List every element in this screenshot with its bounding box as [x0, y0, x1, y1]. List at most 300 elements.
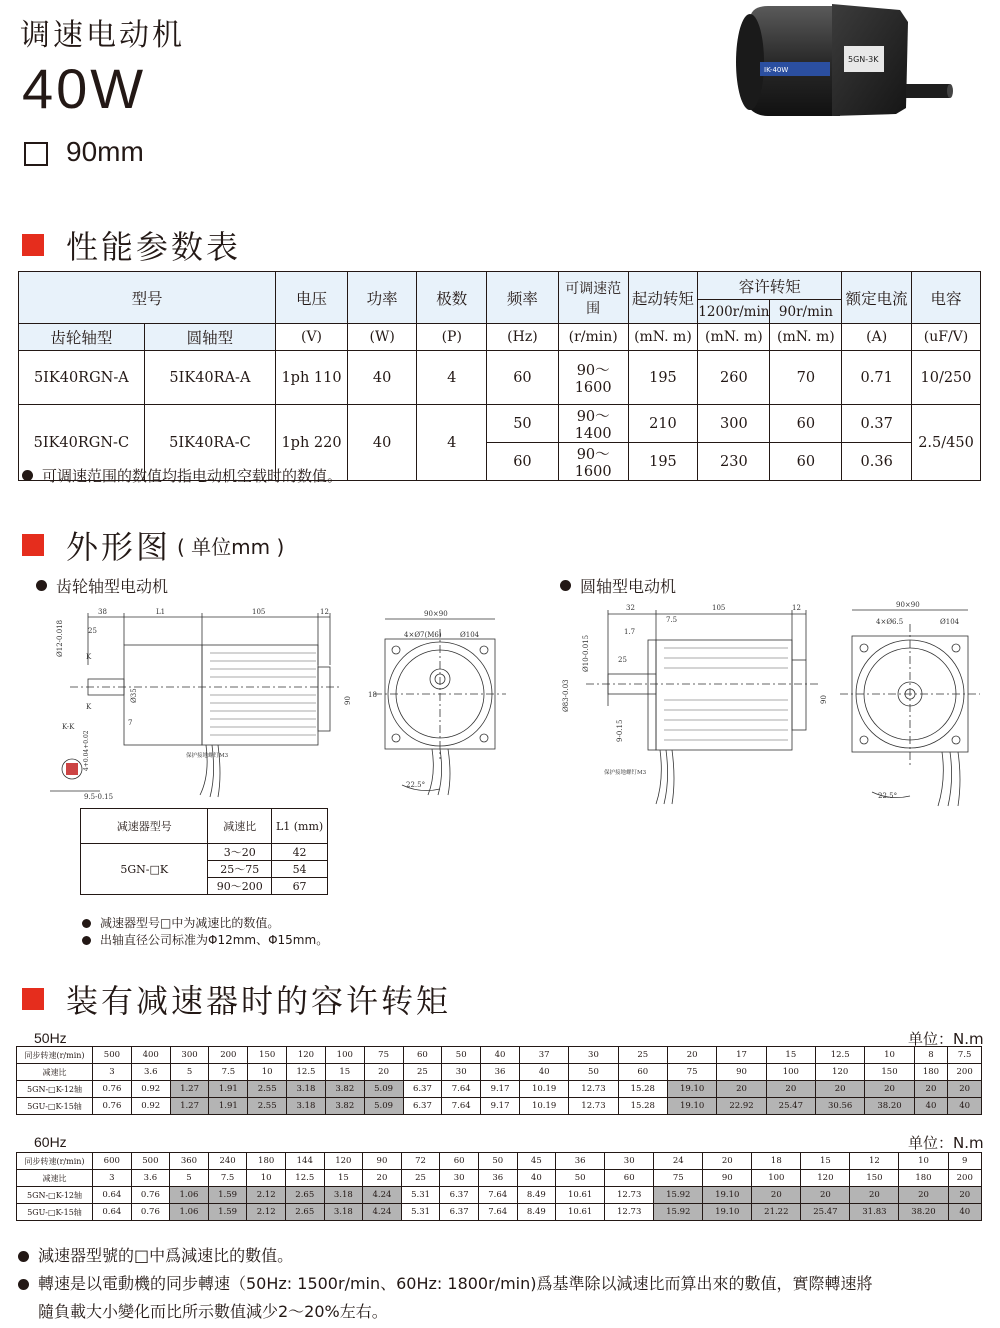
section-unit: ( 单位mm ) — [177, 534, 285, 559]
unit-cell: (mN. m) — [770, 324, 842, 351]
torque-cell: 1.59 — [208, 1204, 247, 1221]
torque-cell: 2.55 — [248, 1098, 287, 1115]
torque-cell: 120 — [816, 1064, 865, 1081]
dim-25: 25 — [88, 627, 97, 635]
torque-cell: 7.64 — [478, 1204, 517, 1221]
torque-cell: 8.49 — [517, 1204, 556, 1221]
torque-row — [17, 1064, 982, 1081]
torque-cell: 36 — [481, 1064, 520, 1081]
torque-table-50hz — [16, 1046, 982, 1115]
torque-cell: 200 — [948, 1170, 982, 1187]
dim-phi10: Ø10-0.015 — [582, 634, 590, 672]
th-round-type: 圆轴型 — [144, 324, 276, 351]
torque-cell: 0.92 — [131, 1081, 170, 1098]
torque-row-label: 减速比 — [17, 1064, 93, 1081]
torque-cell: 40 — [519, 1064, 568, 1081]
unit-label-60: 单位：N.m — [908, 1134, 984, 1152]
torque-cell: 30 — [442, 1064, 481, 1081]
dim-9.5: 9.5-0.15 — [84, 793, 114, 801]
torque-cell: 150 — [248, 1047, 287, 1064]
torque-cell: 7.5 — [208, 1170, 247, 1187]
torque-cell: 240 — [208, 1153, 247, 1170]
torque-cell: 50 — [556, 1170, 605, 1187]
torque-cell: 1.27 — [170, 1098, 209, 1115]
bullet-icon — [22, 470, 33, 481]
torque-cell: 1.06 — [170, 1204, 209, 1221]
torque-cell: 3.18 — [287, 1081, 326, 1098]
torque-cell: 5.31 — [401, 1187, 440, 1204]
torque-cell: 30 — [569, 1047, 618, 1064]
dim-4: 4+0.04+0.02 — [83, 730, 90, 771]
th-allow-torque: 容许转矩 — [698, 272, 842, 300]
gear-motor-drawing — [40, 605, 510, 805]
cell-current: 0.37 — [842, 405, 912, 443]
torque-cell: 17 — [717, 1047, 766, 1064]
dim-105: 105 — [712, 604, 726, 612]
torque-cell: 7.5 — [209, 1064, 248, 1081]
dim-phi83: Ø83-0.03 — [562, 679, 570, 712]
outline-section-header — [22, 522, 284, 568]
torque-cell: 20 — [717, 1081, 766, 1098]
torque-cell: 100 — [325, 1047, 364, 1064]
torque-cell: 19.10 — [703, 1204, 752, 1221]
gh-ratio: 90～200 — [208, 878, 272, 895]
dim-phi104: Ø104 — [940, 618, 960, 626]
torque-cell: 75 — [364, 1047, 403, 1064]
torque-cell: 3.6 — [131, 1170, 170, 1187]
torque-cell: 9.17 — [481, 1081, 520, 1098]
section-title: 性能参数表 — [66, 228, 242, 266]
gh-col-l1: L1 (mm) — [272, 809, 328, 844]
cell-poles: 4 — [417, 351, 487, 405]
torque-cell: 7.64 — [442, 1081, 481, 1098]
torque-row-label: 5GU-□K-15轴 — [17, 1204, 93, 1221]
torque-cell: 20 — [948, 1081, 982, 1098]
footnote: 隨負載大小變化而比所示數值減少2～20%左右。 — [38, 1302, 388, 1321]
torque-cell: 0.64 — [93, 1204, 132, 1221]
torque-cell: 25.47 — [766, 1098, 815, 1115]
torque-cell: 20 — [801, 1187, 850, 1204]
torque-row-label: 5GU-□K-15轴 — [17, 1098, 93, 1115]
gh-model: 5GN-□K — [81, 844, 208, 895]
cell-t1200: 260 — [698, 351, 770, 405]
dim-1.7: 1.7 — [624, 628, 636, 636]
th-speed-range: 可调速范围 — [558, 272, 628, 324]
unit-cell: (A) — [842, 324, 912, 351]
torque-cell: 24 — [654, 1153, 703, 1170]
section-marker-icon — [22, 534, 44, 556]
bullet-icon — [82, 919, 91, 928]
torque-cell: 37 — [519, 1047, 568, 1064]
svg-text:IK-40W: IK-40W — [764, 66, 789, 74]
torque-cell: 15 — [801, 1153, 850, 1170]
torque-cell: 12.73 — [569, 1081, 618, 1098]
cell-start: 210 — [628, 405, 698, 443]
torque-cell: 3.82 — [325, 1098, 364, 1115]
torque-cell: 6.37 — [403, 1081, 442, 1098]
torque-cell: 200 — [209, 1047, 248, 1064]
unit-cell: (uF/V) — [912, 324, 981, 351]
dim-holes: 4×Ø7(M6) — [404, 631, 442, 639]
torque-row — [17, 1170, 982, 1187]
ground-screw-label: 保护接地螺钉M3 — [604, 770, 647, 776]
cell-power: 40 — [347, 405, 417, 481]
cell-power: 40 — [347, 351, 417, 405]
nameplate-label: 5GN-3K — [848, 55, 879, 64]
torque-row — [17, 1204, 982, 1221]
gh-col-ratio: 减速比 — [208, 809, 272, 844]
torque-cell: 4.24 — [363, 1204, 402, 1221]
cell-poles: 4 — [417, 405, 487, 481]
torque-cell: 20 — [816, 1081, 865, 1098]
torque-cell: 5.09 — [364, 1081, 403, 1098]
torque-cell: 25.47 — [801, 1204, 850, 1221]
freq-60-label: 60Hz — [34, 1134, 67, 1150]
torque-cell: 180 — [247, 1153, 286, 1170]
dim-18: 18 — [368, 691, 377, 699]
footnotes — [18, 1242, 873, 1326]
torque-cell: 10 — [247, 1170, 286, 1187]
torque-cell: 75 — [654, 1170, 703, 1187]
torque-cell: 100 — [752, 1170, 801, 1187]
torque-cell: 3 — [93, 1064, 132, 1081]
round-motor-drawing — [556, 600, 986, 810]
dim-12: 12 — [792, 604, 801, 612]
perf-note-text: 可调速范围的数值均指电动机空载时的数值。 — [42, 467, 343, 485]
gh-l1: 54 — [272, 861, 328, 878]
torque-cell: 20 — [899, 1187, 948, 1204]
torque-cell: 90 — [363, 1153, 402, 1170]
dim-90-side: 90 — [344, 696, 352, 705]
torque-cell: 50 — [478, 1153, 517, 1170]
dim-32: 32 — [626, 604, 635, 612]
torque-cell: 0.92 — [131, 1098, 170, 1115]
dim-9: 9-0.15 — [616, 719, 624, 742]
unit-cell: (Hz) — [487, 324, 559, 351]
torque-row — [17, 1187, 982, 1204]
dim-90x90: 90×90 — [896, 601, 920, 609]
torque-cell: 45 — [517, 1153, 556, 1170]
torque-cell: 36 — [478, 1170, 517, 1187]
torque-cell: 15.28 — [618, 1081, 667, 1098]
torque-cell: 40 — [948, 1204, 982, 1221]
torque-cell: 4.24 — [363, 1187, 402, 1204]
unit-cell: (r/min) — [558, 324, 628, 351]
cell-cap: 2.5/450 — [912, 405, 981, 481]
torque-cell: 3.82 — [325, 1081, 364, 1098]
torque-cell: 25 — [618, 1047, 667, 1064]
torque-cell: 19.10 — [703, 1187, 752, 1204]
torque-cell: 60 — [403, 1047, 442, 1064]
torque-cell: 500 — [131, 1153, 170, 1170]
torque-cell: 9 — [948, 1153, 982, 1170]
torque-cell: 3.18 — [287, 1098, 326, 1115]
torque-cell: 180 — [899, 1170, 948, 1187]
torque-cell: 12.5 — [287, 1064, 326, 1081]
torque-cell: 12.73 — [569, 1098, 618, 1115]
dim-angle: 22.5° — [406, 781, 426, 789]
torque-cell: 3.18 — [324, 1204, 363, 1221]
perf-note — [22, 465, 342, 486]
unit-cell: (V) — [276, 324, 348, 351]
torque-cell: 90 — [703, 1170, 752, 1187]
torque-cell: 0.64 — [93, 1187, 132, 1204]
torque-cell: 12.73 — [605, 1204, 654, 1221]
torque-cell: 0.76 — [93, 1098, 132, 1115]
th-model: 型号 — [19, 272, 276, 324]
dim-K: K — [86, 653, 92, 661]
cell-voltage: 1ph 220 — [276, 405, 348, 481]
unit-cell: (mN. m) — [698, 324, 770, 351]
bullet-icon — [18, 1279, 29, 1290]
torque-cell: 1.27 — [170, 1081, 209, 1098]
footnote: 減速器型號的□中爲減速比的數值。 — [38, 1246, 294, 1265]
bullet-icon — [36, 580, 47, 591]
cell-freq: 50 — [487, 405, 559, 443]
cell-t90: 70 — [770, 351, 842, 405]
dim-38: 38 — [98, 608, 107, 616]
cell-freq: 60 — [487, 443, 559, 481]
dim-KK: K-K — [62, 723, 75, 731]
gh-ratio: 3～20 — [208, 844, 272, 861]
torque-cell: 10.19 — [519, 1098, 568, 1115]
section-marker-icon — [22, 988, 44, 1010]
performance-table — [18, 271, 981, 481]
th-gear-type: 齿轮轴型 — [19, 324, 145, 351]
cell-gear-model: 5IK40RGN-A — [19, 351, 145, 405]
torque-cell: 360 — [170, 1153, 209, 1170]
torque-cell: 6.37 — [440, 1204, 479, 1221]
torque-cell: 7.64 — [478, 1187, 517, 1204]
torque-cell: 10.19 — [519, 1081, 568, 1098]
bullet-icon — [82, 936, 91, 945]
torque-cell: 50 — [442, 1047, 481, 1064]
torque-cell: 10.61 — [556, 1187, 605, 1204]
torque-cell: 6.37 — [403, 1098, 442, 1115]
torque-cell: 500 — [93, 1047, 132, 1064]
torque-cell: 180 — [914, 1064, 948, 1081]
torque-cell: 2.65 — [285, 1204, 324, 1221]
torque-cell: 19.10 — [667, 1081, 716, 1098]
th-freq: 频率 — [487, 272, 559, 324]
dim-90-side: 90 — [820, 695, 828, 704]
torque-cell: 20 — [865, 1081, 914, 1098]
torque-row — [17, 1098, 982, 1115]
cell-current: 0.36 — [842, 443, 912, 481]
dim-phi12: Ø12-0.018 — [56, 619, 64, 657]
th-capacitor: 电容 — [912, 272, 981, 324]
gear-drawing-label — [36, 574, 168, 597]
cell-range: 90～1400 — [558, 405, 628, 443]
torque-cell: 20 — [667, 1047, 716, 1064]
torque-cell: 20 — [364, 1064, 403, 1081]
torque-cell: 12.5 — [285, 1170, 324, 1187]
th-voltage: 电压 — [276, 272, 348, 324]
torque-cell: 600 — [93, 1153, 132, 1170]
dim-7: 7 — [128, 719, 133, 727]
unit-cell: (W) — [347, 324, 417, 351]
torque-cell: 20 — [703, 1153, 752, 1170]
torque-cell: 12.5 — [816, 1047, 865, 1064]
performance-section-header — [22, 222, 241, 268]
torque-cell: 20 — [948, 1187, 982, 1204]
torque-cell: 40 — [517, 1170, 556, 1187]
gear-drawing-title: 齿轮轴型电动机 — [56, 577, 169, 596]
torque-cell: 7.5 — [948, 1047, 982, 1064]
torque-cell: 0.76 — [131, 1187, 170, 1204]
torque-cell: 20 — [850, 1187, 899, 1204]
flange-size: 90mm — [66, 136, 144, 167]
torque-cell: 38.20 — [899, 1204, 948, 1221]
torque-cell: 60 — [605, 1170, 654, 1187]
power-rating: 40W — [22, 57, 147, 120]
torque-cell: 10 — [248, 1064, 287, 1081]
cell-freq: 60 — [487, 351, 559, 405]
torque-cell: 19.10 — [667, 1098, 716, 1115]
torque-cell: 40 — [914, 1098, 948, 1115]
torque-cell: 60 — [618, 1064, 667, 1081]
torque-cell: 8 — [914, 1047, 948, 1064]
torque-cell: 120 — [324, 1153, 363, 1170]
cell-cap: 10/250 — [912, 351, 981, 405]
cell-t90: 60 — [770, 405, 842, 443]
torque-cell: 30.56 — [816, 1098, 865, 1115]
gearhead-notes — [82, 915, 328, 949]
torque-cell: 5 — [170, 1170, 209, 1187]
dim-holes: 4×Ø6.5 — [876, 618, 904, 626]
torque-row — [17, 1153, 982, 1170]
cell-voltage: 1ph 110 — [276, 351, 348, 405]
torque-row — [17, 1047, 982, 1064]
cell-t1200: 300 — [698, 405, 770, 443]
unit-label-50: 单位：N.m — [908, 1030, 984, 1048]
unit-cell: (P) — [417, 324, 487, 351]
torque-cell: 1.91 — [209, 1098, 248, 1115]
torque-cell: 60 — [440, 1153, 479, 1170]
dim-phi104: Ø104 — [460, 631, 480, 639]
torque-section-header — [22, 976, 451, 1022]
torque-cell: 5.31 — [401, 1204, 440, 1221]
torque-cell: 22.92 — [717, 1098, 766, 1115]
unit-cell: (mN. m) — [628, 324, 698, 351]
torque-cell: 1.91 — [209, 1081, 248, 1098]
gear-note: 出轴直径公司标准为Φ12mm、Φ15mm。 — [100, 933, 329, 947]
torque-cell: 38.20 — [865, 1098, 914, 1115]
cell-range: 90～1600 — [558, 443, 628, 481]
torque-cell: 7.64 — [442, 1098, 481, 1115]
torque-cell: 10 — [899, 1153, 948, 1170]
torque-cell: 2.55 — [248, 1081, 287, 1098]
torque-row-label: 5GN-□K-12轴 — [17, 1187, 93, 1204]
torque-cell: 20 — [752, 1187, 801, 1204]
torque-cell: 1.59 — [208, 1187, 247, 1204]
page-title: 调速电动机 — [20, 18, 185, 53]
torque-cell: 15 — [766, 1047, 815, 1064]
torque-cell: 100 — [766, 1064, 815, 1081]
ground-screw-label: 保护接地螺钉M3 — [186, 753, 229, 759]
torque-cell: 18 — [752, 1153, 801, 1170]
dim-7.5: 7.5 — [666, 616, 678, 624]
torque-cell: 1.06 — [170, 1187, 209, 1204]
torque-cell: 2.12 — [247, 1204, 286, 1221]
torque-cell: 25 — [401, 1170, 440, 1187]
dim-90x90: 90×90 — [424, 610, 448, 618]
torque-cell: 15 — [325, 1064, 364, 1081]
torque-cell: 75 — [667, 1064, 716, 1081]
torque-cell: 6.37 — [440, 1187, 479, 1204]
torque-row-label: 同步转速(r/min) — [17, 1047, 93, 1064]
torque-cell: 300 — [170, 1047, 209, 1064]
section-marker-icon — [22, 234, 44, 256]
torque-cell: 20 — [766, 1081, 815, 1098]
cell-range: 90～1600 — [558, 351, 628, 405]
torque-row-label: 5GN-□K-12轴 — [17, 1081, 93, 1098]
torque-cell: 15.28 — [618, 1098, 667, 1115]
torque-cell: 3 — [93, 1170, 132, 1187]
cell-gear-model: 5IK40RGN-C — [19, 405, 145, 481]
torque-cell: 30 — [440, 1170, 479, 1187]
torque-cell: 72 — [401, 1153, 440, 1170]
torque-cell: 15 — [324, 1170, 363, 1187]
cell-start: 195 — [628, 351, 698, 405]
gear-note: 减速器型号□中为减速比的数值。 — [100, 916, 280, 930]
torque-cell: 15.92 — [654, 1204, 703, 1221]
torque-row-label: 同步转速(r/min) — [17, 1153, 93, 1170]
gh-l1: 67 — [272, 878, 328, 895]
bullet-icon — [18, 1251, 29, 1262]
torque-cell: 0.76 — [131, 1204, 170, 1221]
dim-phi35: Ø35 — [130, 688, 138, 703]
th-start-torque: 起动转矩 — [628, 272, 698, 324]
torque-cell: 20 — [363, 1170, 402, 1187]
gh-l1: 42 — [272, 844, 328, 861]
torque-cell: 144 — [285, 1153, 324, 1170]
cell-round-model: 5IK40RA-A — [144, 351, 276, 405]
dim-12: 12 — [320, 608, 329, 616]
torque-cell: 0.76 — [93, 1081, 132, 1098]
torque-cell: 3.18 — [324, 1187, 363, 1204]
dim-angle: 22.5° — [878, 792, 898, 800]
section-title: 外形图 — [66, 528, 172, 566]
gh-col-model: 减速器型号 — [81, 809, 208, 844]
gearhead-table — [80, 808, 328, 895]
torque-cell: 36 — [556, 1153, 605, 1170]
torque-row — [17, 1081, 982, 1098]
torque-cell: 5.09 — [364, 1098, 403, 1115]
cell-t1200: 230 — [698, 443, 770, 481]
torque-cell: 12 — [850, 1153, 899, 1170]
torque-cell: 2.12 — [247, 1187, 286, 1204]
bullet-icon — [560, 580, 571, 591]
torque-cell: 30 — [605, 1153, 654, 1170]
torque-cell: 50 — [569, 1064, 618, 1081]
round-drawing-title: 圆轴型电动机 — [580, 577, 677, 596]
torque-cell: 21.22 — [752, 1204, 801, 1221]
round-drawing-label — [560, 574, 676, 597]
footnote: 轉速是以電動機的同步轉速（50Hz: 1500r/min、60Hz: 1800r/min)爲基準除以減速比而算出來的數值，實際轉速將 — [38, 1274, 873, 1293]
torque-cell: 120 — [801, 1170, 850, 1187]
th-power: 功率 — [347, 272, 417, 324]
torque-cell: 40 — [948, 1098, 982, 1115]
torque-cell: 3.6 — [131, 1064, 170, 1081]
motor-photo — [730, 0, 960, 122]
torque-cell: 25 — [403, 1064, 442, 1081]
torque-cell: 8.49 — [517, 1187, 556, 1204]
torque-cell: 20 — [914, 1081, 948, 1098]
torque-cell: 10 — [865, 1047, 914, 1064]
torque-cell: 150 — [850, 1170, 899, 1187]
gh-ratio: 25～75 — [208, 861, 272, 878]
